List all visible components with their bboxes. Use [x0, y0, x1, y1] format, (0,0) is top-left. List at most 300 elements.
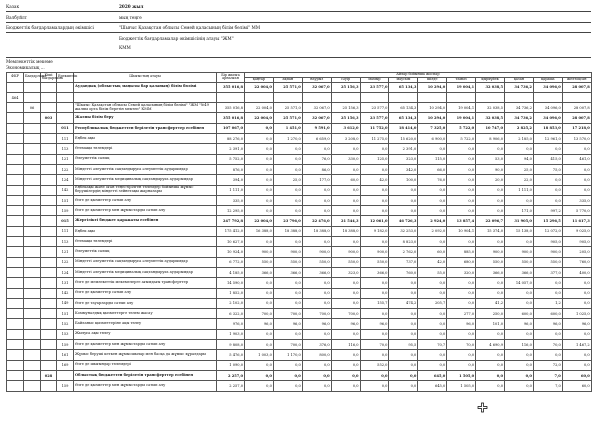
col-header-month: шілде: [418, 77, 447, 82]
col-header-month: қазан: [505, 77, 534, 82]
cell-month-value: 0,0: [418, 329, 447, 339]
cell-fkr: [7, 144, 24, 154]
col-header-spec: Ерекшелік: [57, 73, 74, 83]
cell-month-value: 0,0: [562, 298, 591, 308]
table-row: [7, 82, 592, 92]
cell-month-value: 60,0: [331, 175, 360, 185]
cell-month-value: 0,0: [505, 370, 534, 380]
cell-month-value: 70,0: [447, 340, 476, 350]
cell-month-value: 366,0: [273, 267, 302, 277]
header-value: 2020 жыл: [119, 4, 144, 9]
cell-program: [24, 216, 41, 226]
cell-month-value: 0,0: [389, 329, 418, 339]
cell-spec: 131: [57, 278, 74, 288]
cell-month-value: 72,0: [533, 360, 562, 370]
cell-month-value: 2 762,0: [389, 247, 418, 257]
table-row: [7, 267, 592, 277]
cell-month-value: 900,0: [273, 247, 302, 257]
cell-spec: 159: [57, 381, 74, 391]
cell-name: [74, 92, 217, 102]
cell-subprogram: [41, 237, 57, 247]
cell-month-value: 0,0: [302, 298, 331, 308]
table-row: [7, 381, 592, 391]
col-header-month: қыркүйек: [476, 77, 505, 82]
cell-month-value: 0,0: [302, 144, 331, 154]
cell-month-value: 0,0: [533, 144, 562, 154]
cell-month-value: 700,0: [273, 309, 302, 319]
cell-spec: 149: [57, 298, 74, 308]
cell-month-value: 335,0: [562, 195, 591, 205]
cell-month-value: 0,0: [505, 360, 534, 370]
cell-month-value: [533, 92, 562, 102]
cell-month-value: 0,0: [360, 144, 389, 154]
cell-month-value: 20,0: [476, 175, 505, 185]
cell-month-value: 19 004,1: [447, 82, 476, 92]
cell-month-value: 0,0: [331, 298, 360, 308]
cell-subprogram: [41, 92, 57, 102]
cell-month-value: 0,0: [273, 370, 302, 380]
cell-month-value: 34 736,2: [505, 113, 534, 123]
cell-month-value: 16 388,0: [245, 226, 274, 236]
cell-month-value: 0,0: [389, 185, 418, 195]
cell-month-value: 28 007,8: [562, 113, 591, 123]
cell-month-value: 0,0: [476, 360, 505, 370]
cell-month-value: [562, 92, 591, 102]
cell-month-value: 11 752,0: [360, 123, 389, 133]
cell-month-value: 0,0: [447, 164, 476, 174]
col-header-month: желтоқсан: [562, 77, 591, 82]
cell-month-value: 22 004,0: [245, 103, 274, 113]
cell-month-value: 1 505,0: [447, 370, 476, 380]
cell-month-value: [476, 92, 505, 102]
cell-program: [24, 288, 41, 298]
cell-month-value: 0,0: [273, 195, 302, 205]
cell-month-value: 250,0: [476, 309, 505, 319]
cell-fkr: [7, 370, 24, 380]
cell-month-value: 116,0: [505, 340, 534, 350]
cell-month-value: 0,0: [360, 206, 389, 216]
table-row: [7, 226, 592, 236]
cell-subprogram: [41, 164, 57, 174]
cell-month-value: 22 476,0: [302, 216, 331, 226]
cell-program: [24, 370, 41, 380]
cell-month-value: 5 722,0: [447, 123, 476, 133]
cell-program: [24, 247, 41, 257]
cell-program: [24, 319, 41, 329]
cell-month-value: 32 067,0: [302, 82, 331, 92]
cell-month-value: 25 571,0: [273, 113, 302, 123]
cell-month-value: 377,0: [533, 267, 562, 277]
cell-subprogram: [41, 103, 57, 113]
cell-fkr: [7, 206, 24, 216]
cell-month-value: 0,0: [418, 360, 447, 370]
cell-month-value: 997,2: [533, 206, 562, 216]
cell-total: 107 067,0: [217, 123, 245, 133]
cell-subprogram: 028: [41, 370, 57, 380]
cell-program: [24, 329, 41, 339]
cell-month-value: 800,0: [302, 350, 331, 360]
cell-fkr: [7, 288, 24, 298]
cell-month-value: 65 134,3: [389, 103, 418, 113]
cell-month-value: [273, 92, 302, 102]
cell-month-value: 680,0: [447, 257, 476, 267]
cell-month-value: 1 451,0: [273, 123, 302, 133]
divider: [6, 57, 591, 58]
table-row: [7, 154, 592, 164]
cell-total: 355 016,8: [217, 113, 245, 123]
cell-month-value: 0,0: [418, 278, 447, 288]
cell-month-value: 205,0: [562, 247, 591, 257]
cell-month-value: 90,0: [476, 164, 505, 174]
cell-name: Облыстық бюджеттен берілетін трансферттер есебінен: [74, 370, 217, 380]
cell-month-value: 18 853,0: [533, 123, 562, 133]
table-row: [7, 185, 592, 195]
cell-month-value: 18 414,0: [389, 123, 418, 133]
cell-spec: 159: [57, 206, 74, 216]
table-row: [7, 216, 592, 226]
cell-name: Еңбекақы және оған теңестірілген төлемдер бойынша жұмыс берушілердің міндетті зейнетақы жарналары: [74, 185, 217, 195]
cell-name: Өзге де тауарларды сатып алу: [74, 298, 217, 308]
cell-month-value: 0,0: [447, 350, 476, 360]
col-header-monthly: Айлар бойынша жоспар: [245, 73, 592, 78]
cell-subprogram: [41, 329, 57, 339]
cell-program: [24, 185, 41, 195]
cell-month-value: 376,0: [302, 340, 331, 350]
cell-month-value: 0,0: [447, 195, 476, 205]
cell-month-value: 0,0: [533, 350, 562, 360]
cell-total: 2 391,0: [217, 144, 245, 154]
cell-fkr: [7, 185, 24, 195]
cell-month-value: 25,0: [505, 164, 534, 174]
cell-subprogram: 003: [41, 113, 57, 123]
cell-total: 1 111,0: [217, 185, 245, 195]
cell-month-value: 0,0: [360, 370, 389, 380]
cell-spec: 151: [57, 309, 74, 319]
table-row: [7, 92, 592, 102]
cell-month-value: 700,0: [273, 340, 302, 350]
cell-month-value: 5 770,0: [562, 206, 591, 216]
cell-name: Әлеуметтік салық: [74, 247, 217, 257]
cell-month-value: 0,0: [331, 164, 360, 174]
cell-month-value: 0,0: [273, 278, 302, 288]
cell-month-value: 125,0: [360, 154, 389, 164]
cell-month-value: 0,0: [331, 288, 360, 298]
cell-month-value: 22 004,0: [245, 216, 274, 226]
cell-month-value: 0,0: [447, 175, 476, 185]
cell-month-value: 0,0: [447, 329, 476, 339]
cell-month-value: 0,0: [331, 278, 360, 288]
cell-month-value: 0,0: [331, 144, 360, 154]
cell-month-value: 550,0: [273, 257, 302, 267]
cell-month-value: 0,0: [389, 381, 418, 391]
cell-month-value: 0,0: [533, 329, 562, 339]
cell-month-value: 900,0: [331, 247, 360, 257]
cell-fkr: [7, 175, 24, 185]
cell-month-value: 34 096,0: [533, 113, 562, 123]
cell-fkr: [7, 113, 24, 123]
cell-month-value: 96,0: [505, 319, 534, 329]
cell-total: [217, 92, 245, 102]
cell-spec: 121: [57, 247, 74, 257]
cell-month-value: 0,0: [505, 350, 534, 360]
cell-month-value: 320,0: [447, 267, 476, 277]
cell-month-value: [418, 92, 447, 102]
cell-month-value: 0,0: [505, 288, 534, 298]
cell-month-value: 550,0: [505, 257, 534, 267]
cell-month-value: 0,0: [302, 329, 331, 339]
cell-month-value: 0,0: [245, 206, 274, 216]
cell-month-value: 7,0: [533, 370, 562, 380]
cell-month-value: 0,0: [245, 154, 274, 164]
cell-total: 247 792,8: [217, 216, 245, 226]
cell-month-value: 0,0: [273, 144, 302, 154]
cell-fkr: [7, 164, 24, 174]
cell-month-value: 0,0: [245, 360, 274, 370]
table-row: [7, 309, 592, 319]
cell-month-value: 900,0: [360, 247, 389, 257]
cell-total: 355 016,8: [217, 82, 245, 92]
cell-month-value: 0,0: [273, 329, 302, 339]
cell-month-value: 8 906,0: [476, 134, 505, 144]
cell-month-value: 0,0: [562, 175, 591, 185]
cell-spec: [57, 103, 74, 113]
cell-fkr: [7, 381, 24, 391]
cell-fkr: [7, 350, 24, 360]
cell-name: Өтемақы төлемдері: [74, 237, 217, 247]
cell-month-value: 205,7: [418, 298, 447, 308]
cell-month-value: 1 270,0: [273, 134, 302, 144]
cell-month-value: 0,0: [360, 164, 389, 174]
cell-name: Әлеуметтік салық: [74, 154, 217, 164]
cell-name: Өзге де қызметтер мен жұмыстарды сатып алу: [74, 340, 217, 350]
cell-month-value: 0,0: [331, 206, 360, 216]
mouse-cursor-icon: [477, 402, 488, 413]
cell-month-value: 11 275,0: [360, 134, 389, 144]
cell-month-value: 10 747,0: [476, 123, 505, 133]
table-row: [7, 247, 592, 257]
cell-subprogram: [41, 123, 57, 133]
cell-month-value: 0,0: [533, 175, 562, 185]
cell-program: [24, 309, 41, 319]
cell-month-value: 1 505,0: [447, 381, 476, 391]
cell-month-value: 342,0: [389, 164, 418, 174]
divider: [6, 22, 591, 23]
cell-month-value: 0,0: [245, 329, 274, 339]
cell-month-value: 70,7: [418, 340, 447, 350]
cell-month-value: 0,0: [245, 175, 274, 185]
cell-month-value: 905,0: [533, 237, 562, 247]
cell-month-value: 0,0: [533, 185, 562, 195]
cell-fkr: [7, 134, 24, 144]
cell-month-value: 0,0: [245, 123, 274, 133]
divider: [6, 32, 591, 33]
cell-spec: 159: [57, 340, 74, 350]
cell-month-value: 32 253,0: [389, 226, 418, 236]
table-row: [7, 340, 592, 350]
cell-fkr: [7, 195, 24, 205]
col-header-month: қараша: [533, 77, 562, 82]
cell-month-value: 0,0: [273, 237, 302, 247]
cell-spec: 124: [57, 267, 74, 277]
cell-program: [24, 195, 41, 205]
cell-spec: 122: [57, 257, 74, 267]
cell-month-value: 0,0: [447, 154, 476, 164]
col-header-program: Бағдарлама: [24, 73, 41, 83]
cell-program: [24, 206, 41, 216]
cell-month-value: 60,0: [418, 247, 447, 257]
cell-spec: 011: [57, 123, 74, 133]
cell-month-value: 366,0: [245, 267, 274, 277]
cell-month-value: 0,0: [476, 278, 505, 288]
cell-month-value: 25 156,3: [331, 103, 360, 113]
col-header-month: мамыр: [360, 77, 389, 82]
cell-subprogram: [41, 195, 57, 205]
cell-month-value: 1 467,2: [562, 340, 591, 350]
table-row: [7, 350, 592, 360]
cell-month-value: 155,7: [360, 298, 389, 308]
cell-month-value: 0,0: [418, 288, 447, 298]
cell-month-value: 55,0: [418, 267, 447, 277]
cell-month-value: 46 726,3: [389, 216, 418, 226]
cell-month-value: 0,0: [331, 350, 360, 360]
table-row: [7, 257, 592, 267]
cell-month-value: 0,0: [360, 237, 389, 247]
cell-month-value: 18 388,0: [331, 226, 360, 236]
cell-month-value: 42,0: [360, 175, 389, 185]
cell-month-value: 2 924,0: [418, 216, 447, 226]
cell-month-value: 0,0: [360, 195, 389, 205]
cell-month-value: 0,0: [562, 288, 591, 298]
cell-fkr: [7, 247, 24, 257]
cell-month-value: 60,0: [562, 381, 591, 391]
cell-total: 394,0: [217, 175, 245, 185]
cell-spec: 113: [57, 237, 74, 247]
cell-month-value: 34 096,0: [533, 103, 562, 113]
cell-program: [24, 340, 41, 350]
cell-month-value: 366,0: [476, 267, 505, 277]
cell-month-value: [360, 92, 389, 102]
cell-month-value: 0,0: [331, 381, 360, 391]
cell-month-value: 737,0: [389, 257, 418, 267]
cell-month-value: 6 900,0: [418, 134, 447, 144]
cell-spec: 111: [57, 134, 74, 144]
cell-month-value: 171,0: [505, 206, 534, 216]
cell-subprogram: [41, 278, 57, 288]
cell-month-value: 2 185,0: [505, 134, 534, 144]
cell-total: 9 808,0: [217, 340, 245, 350]
cell-month-value: 550,0: [360, 257, 389, 267]
cell-total: 2 257,0: [217, 381, 245, 391]
cell-month-value: 0,0: [245, 237, 274, 247]
table-row: [7, 329, 592, 339]
cell-subprogram: [41, 381, 57, 391]
cell-program: [24, 175, 41, 185]
cell-total: 1 852,0: [217, 288, 245, 298]
cell-month-value: 76,0: [302, 154, 331, 164]
cell-spec: 121: [57, 154, 74, 164]
cell-total: 1 090,0: [217, 360, 245, 370]
cell-program: [24, 226, 41, 236]
cell-month-value: 0,0: [273, 360, 302, 370]
cell-fkr: [7, 154, 24, 164]
cell-month-value: 0,0: [533, 278, 562, 288]
cell-month-value: 0,0: [476, 206, 505, 216]
cell-name: Жылуға ақы төлеу: [74, 329, 217, 339]
cell-month-value: 0,0: [533, 288, 562, 298]
cell-subprogram: [41, 257, 57, 267]
cell-month-value: 2 391,0: [389, 144, 418, 154]
cell-fkr: [7, 298, 24, 308]
cell-month-value: 96,0: [273, 319, 302, 329]
col-header-name: Шығыстың атауы: [74, 73, 217, 83]
cell-program: [24, 164, 41, 174]
cell-month-value: 0,0: [245, 370, 274, 380]
cell-fkr: [7, 319, 24, 329]
cell-month-value: 645,0: [418, 381, 447, 391]
cell-month-value: 0,0: [447, 144, 476, 154]
cell-month-value: 18 388,0: [302, 226, 331, 236]
cell-month-value: 0,0: [360, 329, 389, 339]
cell-month-value: 0,0: [360, 309, 389, 319]
cell-month-value: 0,0: [360, 381, 389, 391]
cell-month-value: [245, 92, 274, 102]
cell-month-value: 0,0: [389, 309, 418, 319]
cell-program: [24, 123, 41, 133]
cell-month-value: 0,0: [505, 329, 534, 339]
cell-month-value: 0,0: [302, 278, 331, 288]
cell-month-value: 75,0: [533, 164, 562, 174]
cell-month-value: 0,0: [447, 278, 476, 288]
cell-program: 06: [24, 103, 41, 113]
cell-total: 1 903,0: [217, 329, 245, 339]
cell-month-value: 100,0: [389, 175, 418, 185]
cell-month-value: [447, 92, 476, 102]
cell-total: 88 276,0: [217, 134, 245, 144]
cell-month-value: 14 057,0: [505, 278, 534, 288]
cell-total: 976,0: [217, 319, 245, 329]
cell-name: Байланыс қызметтеріне ақы төлеу: [74, 319, 217, 329]
col-header-month: наурыз: [302, 77, 331, 82]
cell-month-value: 22 096,7: [476, 216, 505, 226]
cell-month-value: 96,0: [562, 319, 591, 329]
cell-month-value: 25,0: [273, 175, 302, 185]
cell-spec: 113: [57, 144, 74, 154]
cell-month-value: 700,0: [331, 309, 360, 319]
header-key: Мемлекеттік мекеме: [6, 59, 53, 64]
cell-month-value: 0,0: [447, 288, 476, 298]
cell-subprogram: [41, 144, 57, 154]
cell-month-value: 366,0: [505, 267, 534, 277]
cell-fkr: [7, 216, 24, 226]
col-header-month: сәуір: [331, 77, 360, 82]
header-value: "Шығыс Қазақстан облысы Семей қаласының білім бөлімі" ММ: [119, 25, 261, 30]
table-row: [7, 164, 592, 174]
cell-month-value: 1 170,0: [273, 350, 302, 360]
cell-month-value: 0,0: [245, 298, 274, 308]
cell-total: 2 257,0: [217, 370, 245, 380]
cell-total: 10 627,0: [217, 237, 245, 247]
cell-spec: 122: [57, 164, 74, 174]
cell-program: [24, 82, 41, 92]
cell-month-value: 96,0: [331, 319, 360, 329]
cell-month-value: 31 905,0: [505, 216, 534, 226]
cell-month-value: 9 025,0: [562, 226, 591, 236]
cell-subprogram: [41, 154, 57, 164]
cell-month-value: 12 061,0: [360, 216, 389, 226]
cell-month-value: 900,0: [302, 247, 331, 257]
cell-month-value: 323,0: [389, 154, 418, 164]
cell-fkr: [7, 360, 24, 370]
